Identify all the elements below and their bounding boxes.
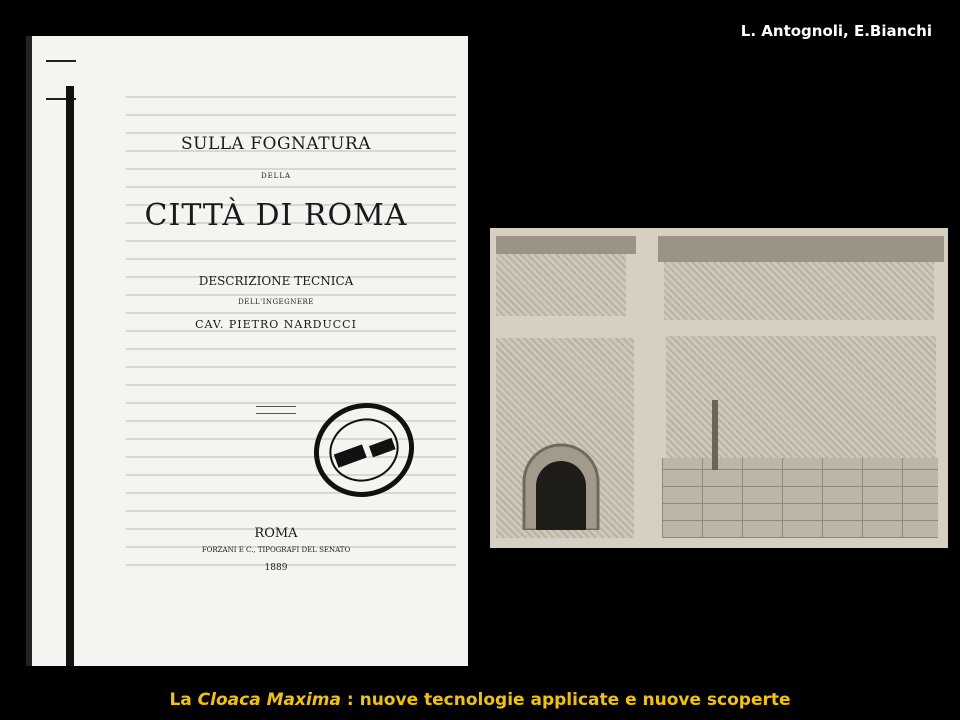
binding-spine <box>66 86 74 666</box>
engraving-top-band-right <box>658 236 944 262</box>
book-title-main: CITTÀ DI ROMA <box>144 198 408 233</box>
ashlar-blocks <box>662 458 938 538</box>
publication-year: 1889 <box>264 563 288 573</box>
engraving-top-band-left <box>496 236 636 254</box>
book-author-prefix: DELL'INGEGNERE <box>238 298 314 306</box>
arch-opening-icon <box>518 442 604 530</box>
caption-prefix: La <box>169 690 198 710</box>
book-subtitle: DESCRIZIONE TECNICA <box>198 274 354 288</box>
stone-wall-lower-right <box>666 336 936 460</box>
publication-city: ROMA <box>254 526 298 541</box>
slide-authors: L. Antognoli, E.Bianchi <box>740 22 932 40</box>
stone-wall-upper-right <box>664 262 934 320</box>
book-title-line1: SULLA FOGNATURA <box>180 134 371 154</box>
title-ornament <box>256 406 296 414</box>
book-author: CAV. PIETRO NARDUCCI <box>195 318 357 331</box>
bleed-through-text <box>126 96 456 582</box>
caption-italic-title: Cloaca Maxima <box>197 690 341 710</box>
vertical-pipe <box>712 400 718 470</box>
caption-rest: : nuove tecnologie applicate e nuove scoperte <box>340 690 791 710</box>
cloaca-masonry-engraving <box>490 228 948 548</box>
page-left-edge <box>26 36 32 666</box>
publisher: FORZANI E C., TIPOGRAFI DEL SENATO <box>201 546 351 554</box>
library-stamp-icon <box>312 398 416 502</box>
book-title-line2: DELLA <box>260 172 292 180</box>
book-title-page-scan <box>26 36 468 666</box>
slide-caption <box>0 690 960 710</box>
stone-wall-upper-left <box>496 254 626 316</box>
